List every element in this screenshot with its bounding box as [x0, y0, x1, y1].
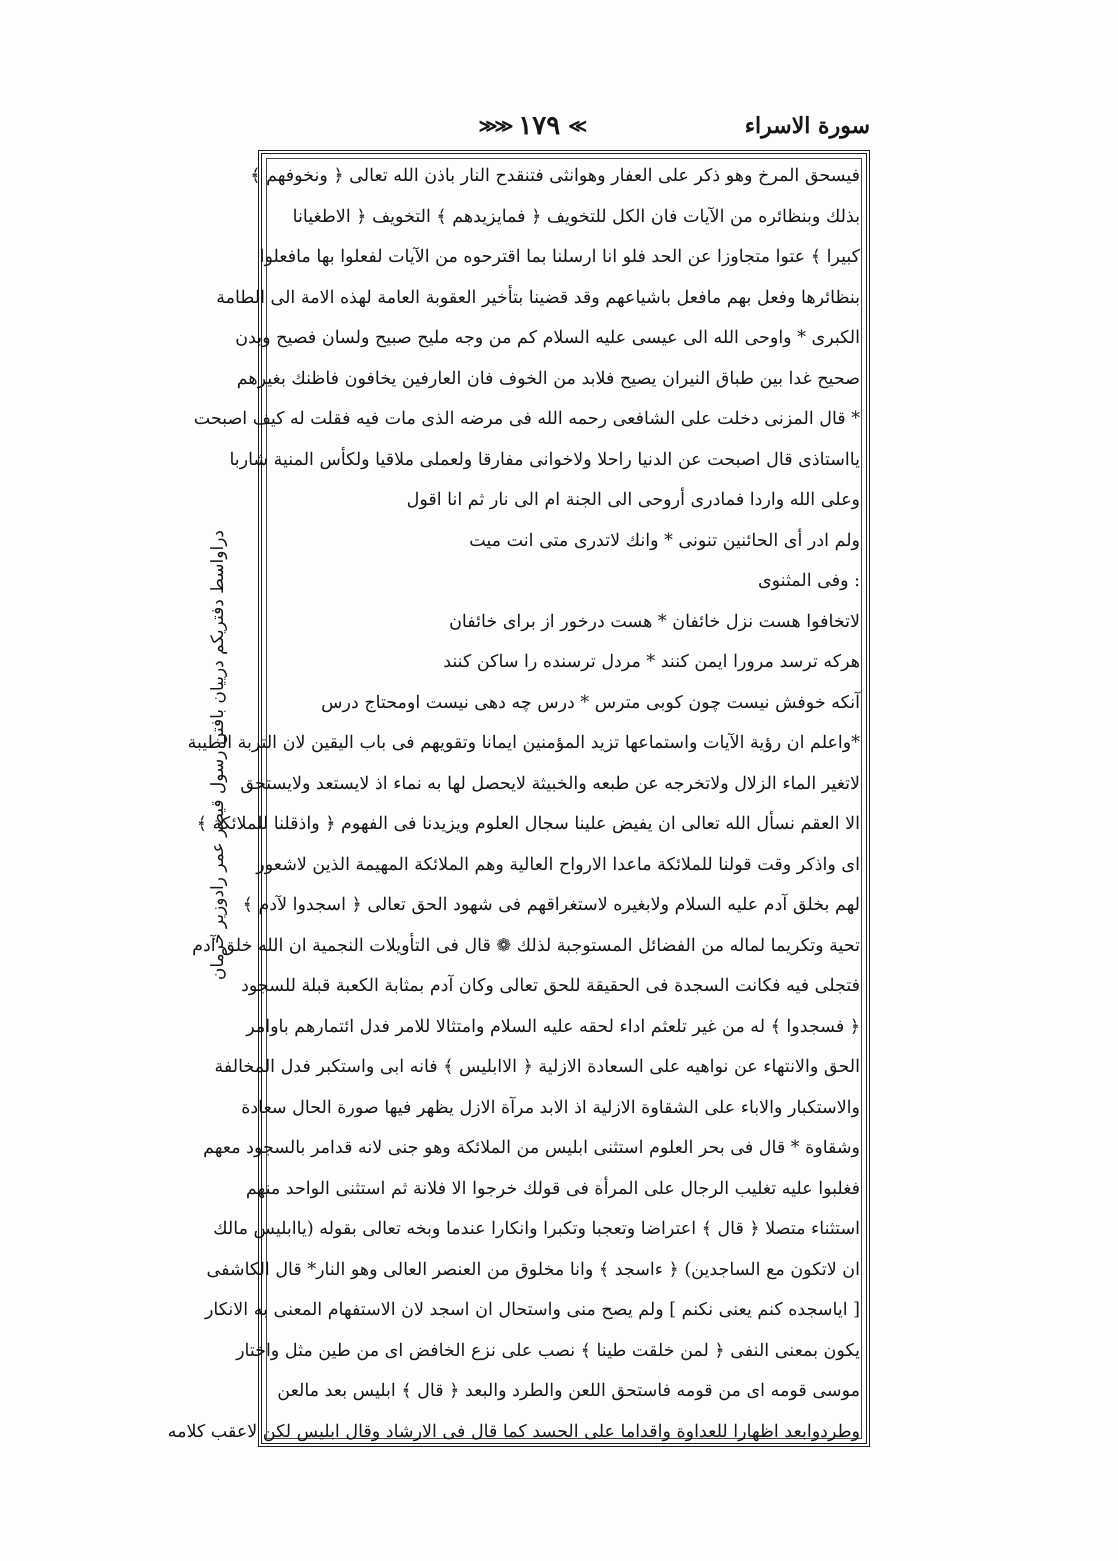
- text-line: الكبرى * واوحى الله الى عيسى عليه السلام كم من وجه مليح صبيح ولسان فصيح وبدن: [235, 328, 860, 348]
- page-header: [258, 106, 870, 146]
- text-line: وعلى الله واردا فمادرى أروحى الى الجنة ام الى نار ثم انا اقول: [406, 490, 860, 510]
- page-number: ۱۷۹: [518, 111, 561, 141]
- text-line: ان لاتكون مع الساجدين) ﴿ ءاسجد ﴾ وانا مخلوق من العنصر العالى وهو النار* قال الكاشفى: [206, 1259, 860, 1280]
- margin-note-text: دراواسط دفتريكم درييان بافتن رسول قيصر عمر رادوزير خرمان: [208, 529, 228, 981]
- text-line: فيسحق المرخ وهو ذكر على العفار وهوانثى فتنقدح النار باذن الله تعالى ﴿ ونخوفهم ﴾: [250, 166, 860, 186]
- ornament-right-icon: ≫: [568, 115, 585, 137]
- persian-verse: لاتخافوا هست نزل خائفان * هست درخور از براى خائفان: [449, 611, 860, 632]
- text-line: والاستكبار والاباء على الشقاوة الازلية اذ الابد مرآة الازل يظهر فيها صورة الحال سعادة: [241, 1097, 860, 1118]
- text-line: بذلك وبنظائره من الآيات فان الكل للتخويف ﴿ فمايزيدهم ﴾ التخويف ﴿ الاطغيانا: [292, 206, 860, 227]
- text-line: فغلبوا عليه تغليب الرجال على المرأة فى قولك خرجوا الا فلانة ثم استثنى الواحد منهم: [245, 1178, 860, 1199]
- text-line: فتجلى فيه فكانت السجدة فى الحقيقة للحق تعالى وكان آدم بمثابة الكعبة قبلة للسجود: [241, 976, 860, 996]
- text-line: الا العقم نسأل الله تعالى ان يفيض علينا سجال العلوم ويزيدنا فى الفهوم ﴿ واذقلنا للملائكة ﴾: [196, 814, 860, 834]
- text-line: تحية وتكريما لماله من الفضائل المستوجبة لذلك ❁ قال فى التأويلات النجمية ان الله خلق آدم: [192, 935, 860, 956]
- persian-verse: آنكه خوفش نيست چون كوبى مترس * درس چه دهى نيست اومحتاج درس: [321, 692, 860, 713]
- ornament-left-icon: ≪≪: [478, 115, 511, 137]
- mathnawi-label: : وفى المثنوى: [757, 571, 860, 591]
- page-number-block: [479, 111, 584, 141]
- text-line: كبيرا ﴾ عتوا متجاوزا عن الحد فلو انا ارسلنا بما اقترحوه من الآيات لفعلوا بها مافعلوا: [259, 247, 860, 267]
- text-line: * قال المزنى دخلت على الشافعى رحمه الله فى مرضه الذى مات فيه فقلت له كيف اصبحت: [193, 409, 860, 429]
- text-line: وطردوابعد اظهارا للعداوة واقداما على الحسد كما قال فى الارشاد وقال ابليس لكن لاعقب كلامه: [167, 1421, 860, 1442]
- text-line: استثناء متصلا ﴿ قال ﴾ اعتراضا وتعجبا وتكبرا وانكارا عندما وبخه تعالى بقوله (ياابليس مالك: [213, 1219, 860, 1239]
- persian-verse: هركه ترسد مرورا ايمن كنند * مردل ترسنده را ساكن كنند: [443, 652, 860, 672]
- text-line: يااستاذى قال اصبحت عن الدنيا راحلا ولاخوانى مفارقا ولعملى ملاقيا ولكأس المنية شاربا: [229, 449, 860, 470]
- text-line: الحق والانتهاء عن نواهيه على السعادة الازلية ﴿ الاابليس ﴾ فانه ابى واستكبر فدل المخالفة: [214, 1057, 860, 1077]
- text-line: اى واذكر وقت قولنا للملائكة ماعدا الارواح العالية وهم الملائكة المهيمة الذين لاشعور: [256, 854, 860, 875]
- arabic-verse: ولم ادر أى الحائنين تنونى * وانك لاتدرى متى انت ميت: [469, 530, 860, 551]
- text-line: موسى قومه اى من قومه فاستحق اللعن والطرد والبعد ﴿ قال ﴾ ابليس بعد مالعن: [277, 1381, 860, 1401]
- text-line: [ اياسجده كنم يعنى نكنم ] ولم يصح منى واستحال ان اسجد لان الاستفهام المعنى به الانكار: [204, 1300, 860, 1320]
- text-line: ﴿ فسجدوا ﴾ له من غير تلعثم اداء لحقه عليه السلام وامتثالا للامر فدل ائتمارهم باوامر: [246, 1016, 860, 1037]
- text-line: بنظائرها وفعل بهم مافعل باشياعهم وقد قضينا بتأخير العقوبة العامة لهذه الامة الى الطامة: [216, 287, 860, 308]
- text-line: *واعلم ان رؤية الآيات واستماعها تزيد المؤمنين ايمانا وتقويهم فى باب اليقين لان التربة الطيبة: [187, 733, 860, 753]
- surah-title: سورة الاسراء: [744, 113, 870, 139]
- text-line: لاتغير الماء الزلال ولاتخرجه عن طبعه والخبيثة لايحصل لها به نماء اذ لايستعد ولايستحق: [240, 773, 860, 794]
- text-line: لهم بخلق آدم عليه السلام ولابغيره لاستغراقهم فى شهود الحق تعالى ﴿ اسجدوا لآدم ﴾: [242, 895, 860, 915]
- text-line: صحيح غدا بين طباق النيران يصيح فلابد من الخوف فان العارفين يخافون فاظنك بغيرهم: [236, 368, 860, 389]
- text-line: يكون بمعنى النفى ﴿ لمن خلقت طينا ﴾ نصب على نزع الخافض اى من طين مثل واختار: [236, 1340, 860, 1361]
- text-line: وشقاوة * قال فى بحر العلوم استثنى ابليس من الملائكة وهو جنى لانه قدامر بالسجود معهم: [203, 1138, 860, 1158]
